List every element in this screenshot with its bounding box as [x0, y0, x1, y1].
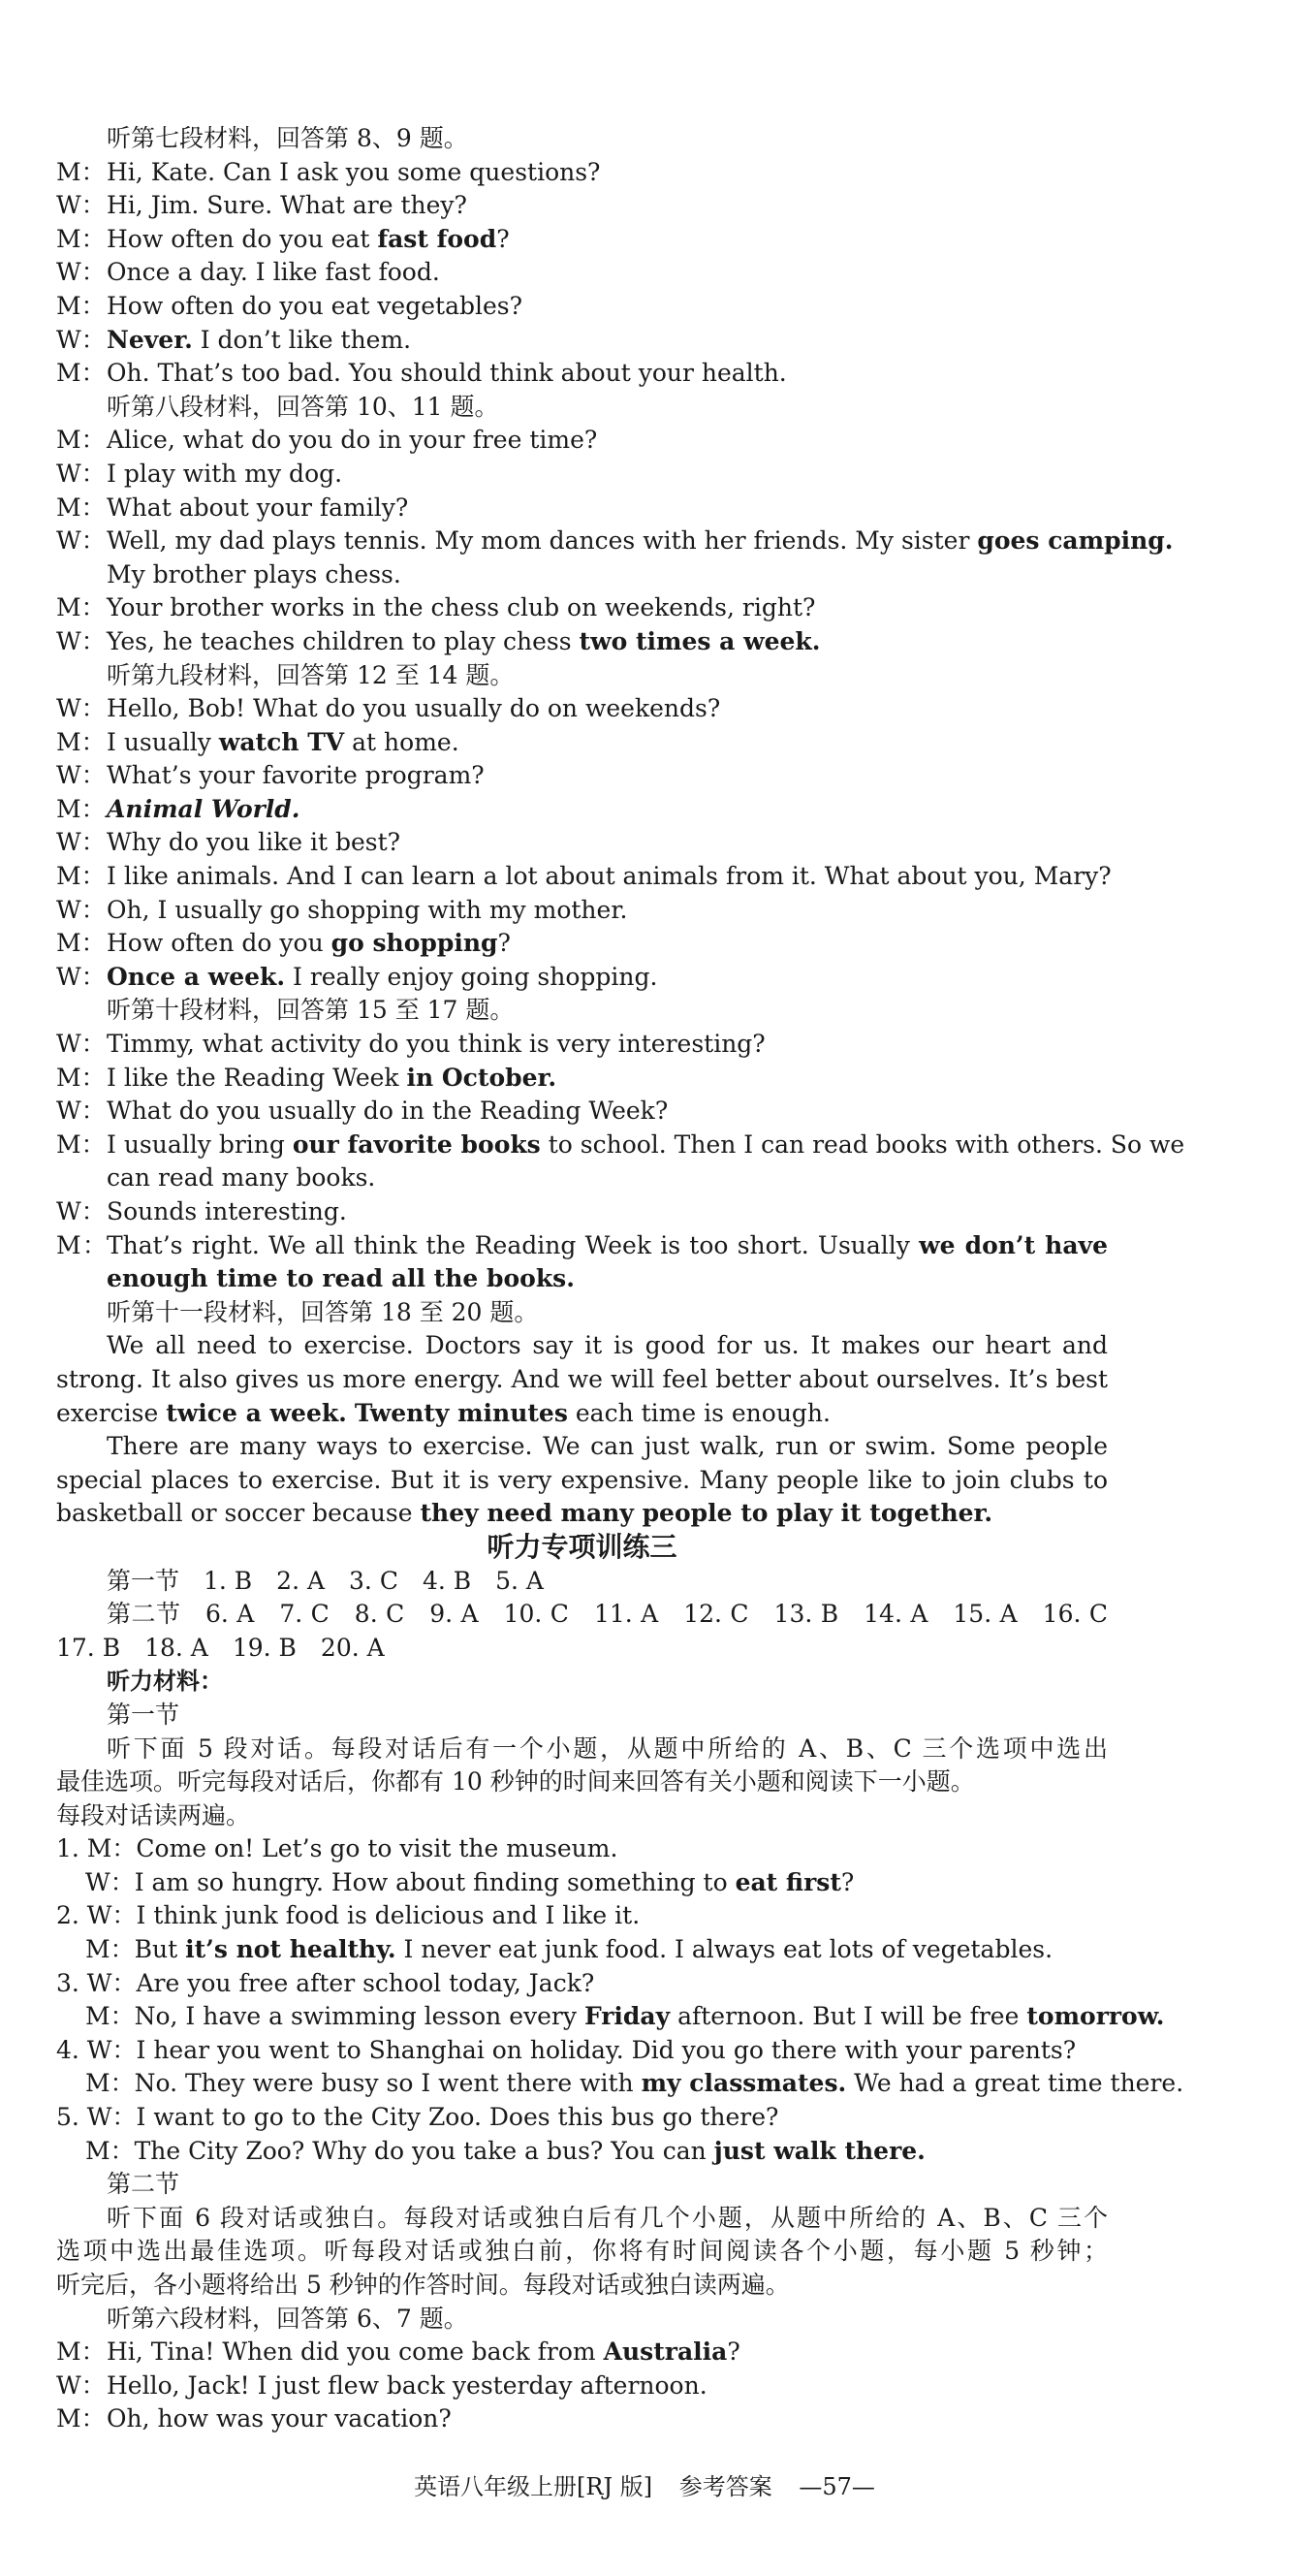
speaker-label: W：	[56, 459, 106, 488]
text-line	[56, 2269, 1108, 2303]
emphasis-text: eat first	[735, 1867, 841, 1896]
text-run: Hi, Jim. Sure. What are they?	[107, 191, 467, 220]
speaker-label: M：	[56, 1063, 106, 1092]
text-run: Your brother works in the chess club on weekends, right?	[107, 593, 816, 622]
dialogue-line	[56, 1229, 1108, 1263]
section-heading: 第二节 6. A 7. C 8. C 9. A 10. C 11. A 12. C 13. B 14. A 15. A 16. C	[107, 1600, 1108, 1629]
speaker-label: W：	[56, 626, 106, 655]
dialogue-line	[56, 424, 1108, 458]
question-number: 1. M：	[56, 1834, 137, 1863]
page-footer	[0, 2467, 1289, 2501]
dialogue-line	[56, 759, 1108, 793]
text-run: My brother plays chess.	[107, 559, 401, 588]
dialogue-line	[56, 357, 1108, 391]
text-run: The City Zoo? Why do you take a bus? You can	[134, 2136, 714, 2165]
emphasis-text: Once a week.	[107, 962, 286, 991]
text-run: Hello, Bob! What do you usually do on weekends?	[107, 694, 721, 723]
section-heading: 第一节 1. B 2. A 3. C 4. B 5. A	[107, 1566, 544, 1595]
speaker-label: M：	[56, 426, 106, 455]
speaker-label: M：	[56, 929, 106, 958]
speaker-label: W：	[56, 191, 106, 220]
text-run: Oh, how was your vacation?	[107, 2404, 452, 2433]
dialogue-line	[56, 1195, 1108, 1229]
numbered-dialogue-line	[56, 1967, 1108, 2001]
section-heading: 听第十一段材料，回答第 18 至 20 题。	[107, 1297, 539, 1326]
speaker-label: M：	[85, 2002, 135, 2031]
speaker-label: W：	[56, 828, 106, 857]
question-number: 3. W：	[56, 1968, 137, 1997]
dialogue-line	[56, 826, 1108, 860]
text-run: at home.	[344, 727, 459, 756]
dialogue-line	[56, 692, 1108, 726]
footer-book-title: 英语八年级上册[RJ 版]	[414, 2473, 653, 2500]
text-run: ?	[496, 224, 510, 253]
speaker-label: M：	[56, 359, 106, 388]
speaker-label: M：	[56, 493, 106, 522]
text-line	[56, 1765, 1108, 1799]
text-run: 最佳选项。听完每段对话后，你都有 10 秒钟的时间来回答有关小题和阅读下一小题。	[56, 1767, 975, 1797]
speaker-label: W：	[56, 895, 106, 924]
emphasis-text: Twenty minutes	[354, 1398, 568, 1427]
dialogue-line	[56, 961, 1108, 995]
section-heading: 听下面 6 段对话或独白。每段对话或独白后有几个小题，从题中所给的 A、B、C 三个	[107, 2203, 1108, 2232]
speaker-label: M：	[56, 794, 106, 823]
text-run: How often do you eat vegetables?	[107, 291, 523, 320]
dialogue-line	[56, 492, 1108, 525]
emphasis-text: watch TV	[218, 727, 345, 756]
speaker-label: W：	[85, 1867, 135, 1896]
text-run: I like animals. And I can learn a lot about animals from it. What about you, Mary?	[107, 862, 1112, 891]
section-heading: 第二节	[107, 2170, 180, 2199]
exercise-title: 听力专项训练三	[487, 1530, 677, 1563]
text-run: Well, my dad plays tennis. My mom dances with her friends. My sister	[107, 526, 978, 556]
text-line	[56, 2235, 1108, 2269]
text-run: What do you usually do in the Reading Week?	[107, 1097, 669, 1126]
text-run: I like the Reading Week	[107, 1063, 407, 1092]
question-number: 4. W：	[56, 2035, 137, 2064]
speaker-label: M：	[85, 1935, 135, 1964]
speaker-label: M：	[56, 727, 106, 756]
dialogue-reply-line	[56, 2000, 1165, 2034]
paragraph-line	[56, 1329, 1108, 1363]
text-run: I think junk food is delicious and I like it.	[136, 1901, 641, 1930]
dialogue-line	[56, 525, 1174, 558]
text-run: I play with my dog.	[107, 459, 343, 488]
text-line	[56, 1799, 1108, 1833]
speaker-label: M：	[56, 1129, 106, 1159]
speaker-label: M：	[85, 2136, 135, 2165]
text-run: special places to exercise. But it is very expensive. Many people like to join clubs to	[56, 1465, 1108, 1494]
text-run: I really enjoy going shopping.	[285, 962, 658, 991]
speaker-label: M：	[85, 2069, 135, 2098]
speaker-label: M：	[56, 224, 106, 253]
emphasis-text: just walk there.	[713, 2136, 926, 2165]
text-run: I usually	[107, 727, 219, 756]
text-run: Timmy, what activity do you think is very interesting?	[107, 1030, 766, 1059]
emphasis-text: two times a week.	[579, 626, 821, 655]
speaker-label: W：	[56, 1030, 106, 1059]
dialogue-line	[56, 189, 1108, 223]
materials-label	[56, 1665, 1108, 1699]
text-run: 听完后，各小题将给出 5 秒钟的作答时间。每段对话或独白读两遍。	[56, 2271, 790, 2299]
dialogue-reply-line	[56, 2067, 1184, 2101]
dialogue-continuation	[56, 558, 1108, 592]
section-heading: 听第七段材料，回答第 8、9 题。	[107, 124, 468, 152]
footer-page-number: —57—	[799, 2473, 875, 2500]
dialogue-line	[56, 894, 1108, 928]
text-line	[56, 1363, 1108, 1397]
emphasis-text: goes camping.	[977, 526, 1174, 556]
text-run: 17. B 18. A 19. B 20. A	[56, 1633, 385, 1662]
emphasis-text: my classmates.	[641, 2069, 847, 2098]
emphasis-text: Friday	[583, 2002, 671, 2031]
speaker-label: M：	[56, 1230, 107, 1259]
text-run: Once a day. I like fast food.	[107, 258, 440, 287]
text-run: Sounds interesting.	[107, 1197, 347, 1225]
dialogue-line	[56, 223, 1108, 257]
text-run	[347, 1399, 355, 1427]
speaker-label: M：	[56, 593, 106, 622]
text-run: But	[134, 1935, 186, 1964]
emphasis-text: Animal World.	[107, 794, 300, 823]
text-run: 每段对话读两遍。	[56, 1800, 251, 1829]
speaker-label: M：	[56, 291, 106, 320]
dialogue-line	[56, 1062, 1108, 1096]
text-run: ?	[497, 929, 511, 958]
speaker-label: W：	[56, 1097, 106, 1126]
numbered-dialogue-line	[56, 2101, 1108, 2135]
text-run: How often do you	[107, 929, 331, 958]
text-run: Oh. That’s too bad. You should think about your health.	[107, 359, 787, 388]
text-run: I hear you went to Shanghai on holiday. Did you go there with your parents?	[136, 2035, 1077, 2064]
speaker-label: M：	[56, 2337, 106, 2367]
text-run: What’s your favorite program?	[107, 761, 485, 790]
text-run: We all need to exercise. Doctors say it is good for us. It makes our heart and	[107, 1331, 1108, 1360]
dialogue-reply-line	[56, 1866, 1108, 1900]
speaker-label: M：	[56, 157, 106, 186]
text-run: ?	[727, 2337, 740, 2367]
text-run: There are many ways to exercise. We can just walk, run or swim. Some people	[107, 1432, 1108, 1461]
text-run: I am so hungry. How about finding something to	[134, 1867, 736, 1896]
text-run: Why do you like it best?	[107, 828, 401, 857]
dialogue-line	[56, 1095, 1108, 1129]
dialogue-line	[56, 927, 1108, 961]
dialogue-line	[56, 1028, 1108, 1062]
speaker-label: M：	[56, 2404, 106, 2433]
text-run: Alice, what do you do in your free time?	[107, 426, 598, 455]
text-run: ?	[840, 1867, 855, 1896]
dialogue-continuation	[56, 1161, 1108, 1195]
dialogue-reply-line	[56, 2135, 1108, 2169]
numbered-dialogue-line	[56, 2034, 1108, 2068]
emphasis-text: our favorite books	[292, 1129, 541, 1159]
speaker-label: W：	[56, 761, 106, 790]
speaker-label: M：	[56, 862, 106, 891]
section-heading: 第一节	[107, 1700, 180, 1729]
speaker-label: W：	[56, 526, 106, 556]
answer-page-body	[56, 122, 1185, 2436]
text-run: What about your family?	[107, 493, 409, 522]
text-run: exercise	[56, 1398, 167, 1427]
text-run: How often do you eat	[107, 224, 378, 253]
text-line	[56, 1497, 1108, 1531]
emphasis-text: we don’t have	[919, 1230, 1108, 1259]
text-run: We had a great time there.	[846, 2069, 1184, 2098]
speaker-label: W：	[56, 962, 106, 991]
section-heading: 听第九段材料，回答第 12 至 14 题。	[107, 660, 515, 689]
dialogue-line	[56, 2402, 1108, 2436]
dialogue-line	[56, 591, 1108, 625]
numbered-dialogue-line	[56, 1832, 1108, 1866]
dialogue-line	[56, 290, 1108, 324]
text-run: Hi, Tina! When did you come back from	[107, 2337, 604, 2367]
dialogue-line	[56, 324, 1108, 358]
text-run: Yes, he teaches children to play chess	[107, 626, 580, 655]
text-run: Come on! Let’s go to visit the museum.	[136, 1834, 618, 1863]
speaker-label: W：	[56, 2370, 106, 2400]
text-run: basketball or soccer because	[56, 1499, 421, 1528]
text-run: I don’t like them.	[192, 325, 412, 354]
text-run: afternoon. But I will be free	[670, 2002, 1027, 2031]
dialogue-line	[56, 860, 1112, 894]
section-heading: 听第八段材料，回答第 10、11 题。	[107, 392, 499, 421]
dialogue-line	[56, 625, 1108, 659]
question-number: 2. W：	[56, 1901, 137, 1930]
text-run: each time is enough.	[567, 1398, 831, 1427]
dialogue-line	[56, 256, 1108, 290]
text-run: Oh, I usually go shopping with my mother.	[107, 895, 628, 924]
dialogue-line	[56, 2369, 1108, 2403]
section-heading: 听第十段材料，回答第 15 至 17 题。	[107, 996, 515, 1025]
text-run: 选项中选出最佳选项。听每段对话或独白前，你将有时间阅读各个小题，每小题 5 秒钟；	[56, 2237, 1108, 2266]
dialogue-line	[56, 1129, 1185, 1162]
text-line	[56, 1464, 1108, 1498]
text-run: Are you free after school today, Jack?	[136, 1968, 595, 1997]
emphasis-text: it’s not healthy.	[185, 1935, 396, 1964]
section-heading: 听下面 5 段对话。每段对话后有一个小题，从题中所给的 A、B、C 三个选项中选出	[107, 1733, 1108, 1763]
emphasis-text: tomorrow.	[1026, 2002, 1165, 2031]
dialogue-reply-line	[56, 1933, 1108, 1967]
dialogue-line	[56, 2336, 1108, 2369]
text-run: can read many books.	[107, 1163, 376, 1193]
text-line	[56, 1397, 1108, 1431]
text-run: strong. It also gives us more energy. And we will feel better about ourselves. It’s best	[56, 1364, 1108, 1393]
dialogue-line	[56, 726, 1108, 760]
text-run: No. They were busy so I went there with	[134, 2069, 642, 2098]
emphasis-text: go shopping	[330, 929, 498, 958]
text-run: I want to go to the City Zoo. Does this bus go there?	[136, 2103, 779, 2132]
text-run: That’s right. We all think the Reading Week is too short. Usually	[107, 1230, 920, 1259]
emphasis-text: enough time to read all the books.	[107, 1264, 575, 1293]
emphasis-text: twice a week.	[166, 1398, 347, 1427]
emphasis-text: they need many people to play it together.	[420, 1499, 993, 1528]
text-run: to school. Then I can read books with others. So we	[540, 1129, 1185, 1159]
text-run: I usually bring	[107, 1129, 293, 1159]
paragraph-line	[56, 1430, 1108, 1464]
text-run: Hello, Jack! I just flew back yesterday afternoon.	[107, 2370, 707, 2400]
dialogue-line	[56, 156, 1108, 190]
text-run: Hi, Kate. Can I ask you some questions?	[107, 157, 601, 186]
numbered-dialogue-line	[56, 1899, 1108, 1933]
question-number: 5. W：	[56, 2103, 137, 2132]
materials-label-text: 听力材料：	[107, 1668, 223, 1696]
speaker-label: W：	[56, 325, 106, 354]
emphasis-text: Australia	[603, 2337, 728, 2367]
text-line	[56, 1632, 1108, 1666]
dialogue-line	[56, 793, 1108, 827]
footer-section: 参考答案	[678, 2473, 772, 2500]
text-run: No, I have a swimming lesson every	[134, 2002, 584, 2031]
speaker-label: W：	[56, 258, 106, 287]
section-heading: 听第六段材料，回答第 6、7 题。	[107, 2304, 468, 2333]
speaker-label: W：	[56, 694, 106, 723]
emphasis-text: in October.	[406, 1063, 557, 1092]
emphasis-text: Never.	[107, 325, 193, 354]
emphasis-text: fast food	[377, 224, 497, 253]
dialogue-continuation	[56, 1262, 1108, 1296]
text-run: I never eat junk food. I always eat lots of vegetables.	[395, 1935, 1053, 1964]
speaker-label: W：	[56, 1197, 106, 1225]
dialogue-line	[56, 458, 1108, 492]
